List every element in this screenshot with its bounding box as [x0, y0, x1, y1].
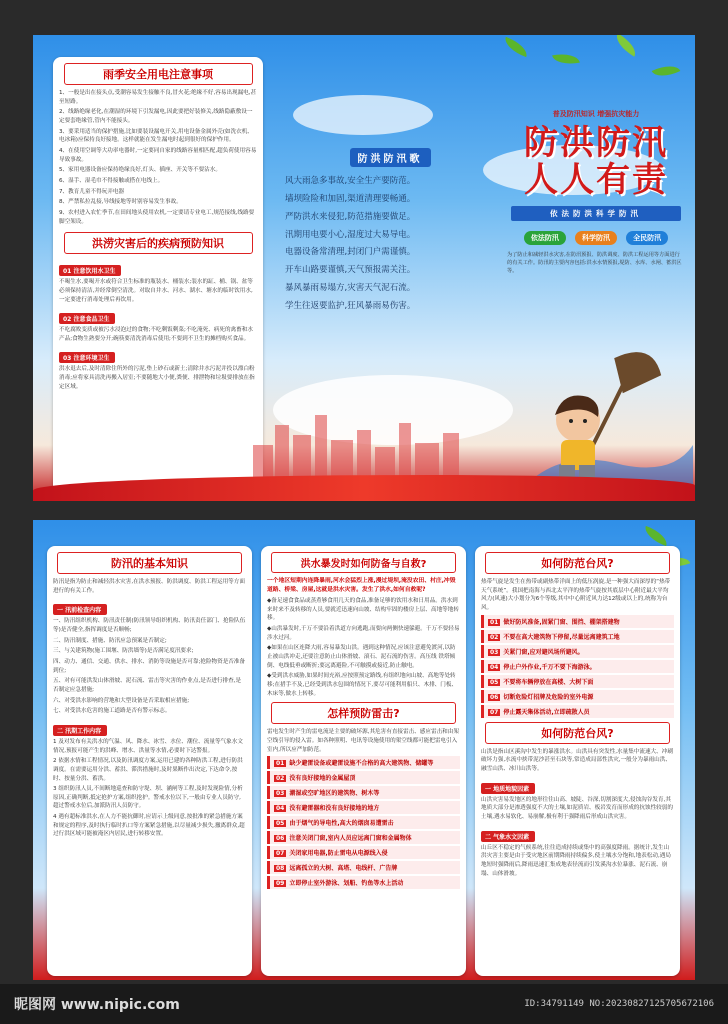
item-text: 停止露天集体活动,立即疏散人员 — [503, 708, 590, 716]
flood-sec1-head: 一 地质地貌因素 — [481, 783, 535, 794]
section-head: 03 注意环境卫生 — [59, 352, 115, 363]
watermark-id: ID:34791149 NO:20230827125705672106 — [524, 999, 714, 1009]
item-number: 02 — [490, 633, 499, 641]
leaf-icon — [552, 51, 580, 67]
song-lines — [285, 173, 495, 316]
item-number: 06 — [490, 693, 499, 701]
basics-panel — [47, 546, 252, 976]
numbered-item — [481, 660, 674, 673]
selfhelp-list — [261, 597, 466, 698]
disease-body: 不喝生水,要喝开水或符合卫生标准的瓶装水、桶装水;装水的缸、桶、锅、盆等必须保持清洁,并经常倒空清洗。对取自井水、河水、湖水、塘水的临时饮用水,一定要进行消毒处理后再饮用。 — [59, 279, 253, 303]
cover-pills — [503, 225, 689, 245]
item-text: 缺少避雷设备或避雷设施不合格的高大建筑物、储罐等 — [289, 760, 434, 768]
item-number: 07 — [276, 850, 285, 858]
item-text: 潮湿或空旷地区的建筑物、树木等 — [289, 790, 380, 798]
leaf-icon — [652, 60, 681, 82]
song-block — [285, 147, 495, 316]
safety-item: 2、线路绝缘老化,在潮湿的环境下引发漏电,因此要把好装修关,线路隐蔽敷设一定要套绝缘管,管内不能接头。 — [59, 109, 253, 124]
item-text: 没有避雷器和没有良好接地的地方 — [289, 805, 380, 813]
item-text: 由于烟气的导电性,高大的烟囱易遭雷击 — [289, 820, 394, 828]
numbered-item — [267, 846, 460, 859]
selfhelp-item: ◆备足速食食品或蒸煮够食用几天的食品,准备足够的饮用水和日用品。洪水到来时来不及转移的人员,要就近迅速向山坡、结构牢固的楼房上层、高地等地转移。 — [267, 597, 459, 622]
safety-item: 1、一般是出在接头点,受潮容易发生接触不良,冒火花;绝缘不好,容易出现漏电,甚至短路。 — [59, 90, 257, 105]
song-line: 墙坝险险和加固,渠道清理要畅通。 — [285, 193, 416, 204]
selfhelp-item: ◆山洪暴发时,千万不要沿着洪道方向逃跑,而要向两侧快速躲避。千万不要轻易涉水过河。 — [267, 625, 460, 641]
basics-sec2-head: 二 汛期工作内容 — [53, 725, 107, 736]
song-line: 汛期用电要小心,湿度过大易导电。 — [285, 229, 416, 240]
numbered-item — [267, 861, 460, 874]
song-title-text: 防洪防汛歌 — [350, 148, 431, 167]
safety-item: 8、严禁私拉乱接,导线接地等时别容易发生事故。 — [59, 199, 182, 206]
item-text: 远离孤立的大树、高塔、电线杆、广告牌 — [289, 865, 398, 873]
typhoon-list — [475, 615, 680, 718]
item-number: 03 — [490, 648, 499, 656]
cover-slogan: 普及防汛知识 增强抗灾能力 — [552, 110, 640, 118]
item-number: 02 — [276, 775, 285, 783]
cloud — [293, 95, 433, 135]
city-skyline — [253, 405, 483, 485]
numbered-item — [267, 816, 460, 829]
song-line: 风大雨急多事故,安全生产要防范。 — [285, 176, 416, 186]
basics-item: 七、对受洪水危害的施工道路是否有警示标志。 — [53, 708, 171, 715]
numbered-item — [267, 831, 460, 844]
flood-title: 如何防范台风? — [485, 722, 670, 744]
selfhelp-item: ◆如果在山区连降大雨,容易暴发山洪。遇到这种情况,应该注意避免渡河,以防止被山洪冲走,还要注意防止山体滑坡、滚石、泥石流的伤害。高压线 铁塔倾倒、电线低垂或断折;要远离避险,不可触摸或接近,防止触电。 — [267, 645, 456, 669]
basics-item: 4 遇有超标准洪水,在人力不能抗御时,应请示上级同意,按批准的紧急措施方案和规定的程序,及时执行临时扒口等方案紧急措施,以尽量减少损失,撤离群众,超过行洪区域可能被淹区内居民,进行转移安置。 — [53, 814, 245, 838]
section-head: 02 注意食品卫生 — [59, 313, 115, 324]
song-title — [285, 147, 495, 167]
disease-body: 洪水退去后,及时清除住所外的污泥,垫上砂石或新土;清除井水污泥并投以漂白粉消毒;应将家具清洗再搬入居室;不要随地大小便,粪便、排泄物和垃圾要排放在指定区域。 — [59, 366, 255, 390]
leaf-icon — [612, 35, 641, 57]
numbered-item — [481, 705, 674, 718]
item-number: 08 — [276, 865, 285, 873]
basics-item: 三、与关建筑物(施工围堰、防洪墙等)是否满足度汛要求; — [53, 648, 194, 655]
item-text: 做好防风准备,固紧门窗、围挡、棚架搭建物 — [503, 618, 620, 626]
basics-title: 防汛的基本知识 — [57, 552, 242, 574]
flood-sec1-body: 山洪灾害易发地区的地形往往山高、坡陡、谷深,切割深度大,侵蚀沟谷发育,其地质大部分是渗透强度不大的土壤,如泥质岩、板岩发育而形成的抗蚀性较弱的土壤,遇水易软化、易崩解,极有利于强降雨后形成山洪灾害。 — [481, 796, 673, 820]
brochure-front — [33, 35, 695, 501]
safety-item: 5、家用电器设备应保持绝缘良好,灯头、插座、开关等不要沾水。 — [59, 167, 221, 174]
basics-sec2-list — [47, 738, 252, 839]
brochure-back — [33, 520, 695, 980]
disease-body: 不吃腐败变质或被污水浸泡过的食物;不吃剩饭剩菜;不吃淹死、病死的禽畜和水产品;食物生熟要分开;碗筷要清洗消毒后使用;不要到不卫生的摊档购买食品。 — [59, 327, 253, 342]
item-number: 09 — [276, 880, 285, 888]
left-panel — [53, 57, 263, 493]
item-text: 没有良好接地的金属屋顶 — [289, 775, 356, 783]
pill: 依法防汛 — [524, 231, 566, 245]
cover-block — [503, 109, 689, 276]
safety-item: 6、湿手、湿毛巾不得接触或搭在电线上。 — [59, 177, 164, 184]
basics-item: 二、防汛制度、措施、防汛应急预案是否制定; — [53, 637, 167, 644]
cover-banner: 依法防洪科学防汛 — [511, 206, 681, 221]
flood-sec2-body: 山丘区不稳定的气候系统,往往造成持续或集中的高强度降雨。据统计,发生山洪灾害主要是由于受灾地区前期降雨持续偏多,使土壤水分饱和,地表松动,遇局地短时强降雨后,降雨迅速汇集成地表径流而引发溪沟水位暴涨、泥石流、崩塌、山体滑坡。 — [481, 844, 671, 877]
watermark-logo: 昵图网 www.nipic.com — [14, 997, 180, 1013]
numbered-item — [481, 645, 674, 658]
flood-intro: 山洪是指山区溪沟中发生的暴涨洪水。山洪具有突发性,水量集中流速大、冲刷破坏力强,水流中挟带泥沙甚至石块等,常造成局部性洪灾,一般分为暴雨山洪、融雪山洪、冰川山洪等。 — [481, 748, 673, 772]
selfhelp-panel — [261, 546, 466, 976]
basics-item: 3 组织防汛人员,不间断地巡查和防守堤、坝、涵闸等工程,及时发现险情,分析原因,正确判断,抵定抢护方案,组织抢护。警戒水位以下,一般由专业人员防守,超过警戒水位后,加派防汛人员防守。 — [53, 786, 243, 810]
cover-intro: 为了防止和减轻洪水灾害,在防汛预报、防洪调度、防洪工程运用等方面进行的有关工作。防汛的主要内容包括:洪水水情预报,堤防、水库、水闸、蓄洪区等。 — [507, 251, 682, 275]
boy-umbrella-illustration — [493, 325, 693, 500]
leaf-icon — [502, 37, 531, 57]
flood-sec2-head: 二 气象水文因素 — [481, 831, 535, 842]
cover-title-2: 人人有责 — [524, 160, 668, 201]
safety-list — [53, 89, 263, 226]
item-number: 04 — [490, 663, 499, 671]
numbered-item — [481, 615, 674, 628]
song-line: 学生往返要监护,狂风暴雨易伤害。 — [285, 300, 416, 311]
numbered-item — [481, 675, 674, 688]
disease-list — [53, 258, 263, 391]
safety-item: 7、教育儿童不得玩弄电器 — [59, 188, 125, 195]
thunder-intro: 雷电发生时产生的雷电流是主要的破坏源,其危害有直接雷击、感应雷击和由架空线引导的侵入雷。如各种照明、电讯等设施使用的架空线都可能把雷电引入室内,所以应严加防范。 — [267, 729, 459, 753]
numbered-item — [481, 630, 674, 643]
thunder-title: 怎样预防雷击? — [271, 702, 456, 724]
item-number: 01 — [276, 760, 285, 768]
selfhelp-lead: 一个地区短期内连降暴雨,河水会猛烈上涨,漫过堤坝,淹没农田、村庄,冲毁道路、桥梁、房屋,这就是洪水灾害。发生了洪水,如何自救呢? — [267, 578, 456, 593]
item-number: 07 — [490, 708, 499, 716]
item-number: 05 — [490, 678, 499, 686]
item-number: 01 — [490, 618, 499, 626]
item-text: 关闭家用电器,防止雷电从电源线入侵 — [289, 850, 388, 858]
basics-item: 五、对有可能洪发山体滑坡、泥石流、雷击等灾害的作业点,是否进行排查,是否制定应急措施; — [53, 678, 242, 693]
pill: 科学防汛 — [575, 231, 617, 245]
basics-item: 四、动力、通信、交通、供水、排水、消防等设施是否可靠;抢险物资是否准备到位; — [53, 658, 246, 674]
basics-item: 一、防汛组织机构、防汛责任制(防汛领导组织机构、防汛责任部门、抢险队伍等)是否健全,指挥调度是否顺畅; — [53, 618, 246, 633]
typhoon-intro: 热带气旋是发生在热带或副热带洋面上的低压涡旋,是一种强大而深厚的“热带天气系统”。我国把南海与西北太平洋的热带气旋按其底层中心附近最大平均风力(风速)大小划分为6个等级,其中中心附近风力达12级或以上的,统称为台风。 — [481, 579, 671, 611]
basics-item: 2 依据水情和工程情况,以及防汛调度方案,运用已建的各种防洪工程,进行防洪调度。在需要运用分洪、蓄洪、滞洪措施时,及时果断作出决定,下达命令,按时、按量分洪、蓄洪。 — [53, 758, 243, 782]
item-text: 注意关闭门窗,室内人员应远离门窗和金属物体 — [289, 835, 412, 843]
item-text: 立即停止室外游泳、划船、钓鱼等水上活动 — [289, 880, 404, 888]
item-text: 不要在高大建筑物下停留,尽量远离建筑工地 — [503, 633, 620, 641]
item-number: 05 — [276, 820, 285, 828]
numbered-item — [267, 786, 460, 799]
selfhelp-title: 洪水暴发时如何防备与自救? — [271, 552, 456, 573]
song-line: 严防洪水来侵犯,防范措施要做足。 — [285, 211, 416, 222]
item-text: 切断危险灯招牌及危险的室外电源 — [503, 693, 594, 701]
disease-title: 洪涝灾害后的疾病预防知识 — [64, 232, 253, 254]
song-line: 暴风暴雨易塌方,灾害天气泥石流。 — [285, 283, 416, 294]
numbered-item — [267, 876, 460, 889]
basics-sec1-list — [47, 617, 252, 716]
watermark-bar — [0, 984, 728, 1024]
selfhelp-item: ◆受到洪水威胁,如果时间充裕,应按照预定路线,有组织地向山坡、高地等处转移;在措手不及,已经受到洪水包围的情况下,要尽可能利用船只、木排、门板、木床等,做水上转移。 — [267, 673, 458, 697]
pill: 全民防汛 — [626, 231, 668, 245]
thunder-list — [261, 756, 466, 889]
safety-item: 3、要采用适当的保护措施,比如要装设漏电开关,用电设备金属外壳(如洗衣机、电冰箱)应保持良好接地。这样就能在发生漏电时起到很好的保护作用。 — [59, 128, 253, 144]
basics-item: 1 及对发布有关洪水的气温、风、降水、冰雪、水位、潮位、流量等气象水文情况,预报可能产生的洪峰、增水、洪量等水情,必要时下达警报。 — [53, 738, 243, 754]
safety-title: 雨季安全用电注意事项 — [64, 63, 253, 85]
leaf-icon — [642, 526, 671, 546]
item-number: 06 — [276, 835, 285, 843]
safety-item: 4、在使用空调等大功率电器时,一定要同自家的线路容量相匹配,超负荷使用容易导致事故。 — [59, 147, 257, 163]
numbered-item — [481, 690, 674, 703]
basics-intro: 防汛是指为防止和减轻洪水灾害,在洪水预报、防洪调度、防洪工程运用等方面进行的有关工作。 — [53, 579, 245, 594]
item-number: 04 — [276, 805, 285, 813]
section-head: 01 注意饮用水卫生 — [59, 265, 121, 276]
item-number: 03 — [276, 790, 285, 798]
song-line: 电器设备常清理,封闭门户需谨慎。 — [285, 247, 416, 258]
item-text: 停止户外作业,千万不要下海游泳。 — [503, 663, 596, 671]
item-text: 关紧门窗,应对避风场所避风。 — [503, 648, 584, 656]
basics-item: 六、对受洪水影响的营地和大型设备是否采取相应措施; — [53, 697, 190, 704]
numbered-item — [267, 771, 460, 784]
numbered-item — [267, 756, 460, 769]
safety-item: 9、农村进入农忙季节,在田间地头使用农机,一定要请专业电工,规范接线,线路要脚空架设。 — [59, 209, 255, 225]
typhoon-panel — [475, 546, 680, 976]
cover-title-1: 防洪防汛 — [524, 123, 668, 163]
item-text: 不要将车辆停放在高楼、大树下面 — [503, 678, 594, 686]
numbered-item — [267, 801, 460, 814]
typhoon-title: 如何防范台风? — [485, 552, 670, 574]
song-line: 开车山路要谨慎,天气预报需关注。 — [285, 265, 416, 276]
basics-sec1-head: 一 汛前检查内容 — [53, 604, 107, 615]
